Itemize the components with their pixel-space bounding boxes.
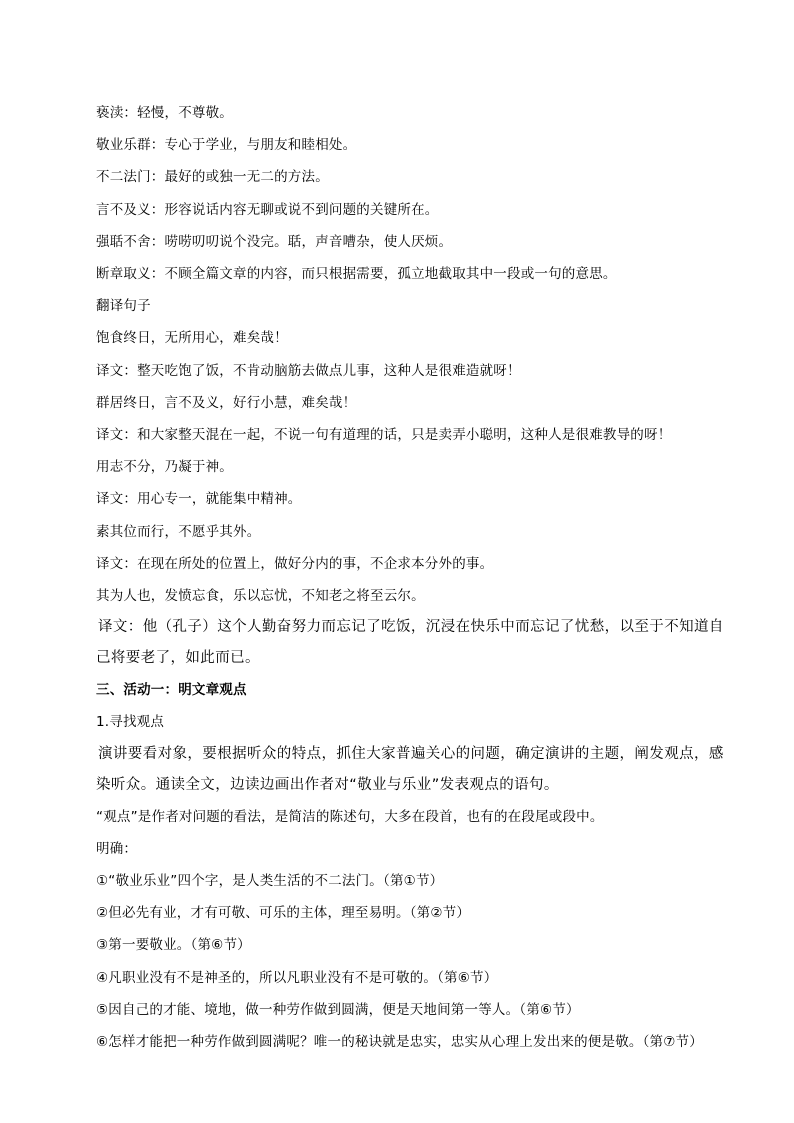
paragraph-speech-instructions: 演讲要看对象，要根据听众的特点，抓住大家普遍关心的问题，确定演讲的主题，阐发观点，感染听众。通读全文，边读边画出作者对“敬业与乐业”发表观点的语句。 — [96, 745, 724, 793]
sentence-4: 素其位而行，不愿乎其外。 — [96, 523, 261, 540]
translation-4: 译文：在现在所处的位置上，做好分内的事，不企求本分外的事。 — [96, 555, 494, 572]
viewpoint-3: ③第一要敬业。（第⑥节） — [96, 937, 251, 954]
label-clarify: 明确： — [96, 840, 138, 857]
sentence-3: 用志不分，乃凝于神。 — [96, 459, 233, 476]
translation-3: 译文：用心专一，就能集中精神。 — [96, 491, 302, 508]
viewpoint-4: ④凡职业没有不是神圣的，所以凡职业没有不是可敬的。（第⑥节） — [96, 969, 498, 986]
sentence-1: 饱食终日，无所用心，难矣哉！ — [96, 330, 288, 347]
document-body — [96, 97, 736, 1058]
vocab-yan-bu-ji-yi: 言不及义：形容说话内容无聊或说不到问题的关键所在。 — [96, 201, 439, 218]
viewpoint-2: ②但必先有业，才有可敬、可乐的主体，理至易明。（第②节） — [96, 905, 471, 922]
viewpoint-6: ⑥怎样才能把一种劳作做到圆满呢？唯一的秘诀就是忠实，忠实从心理上发出来的便是敬。（第⑦节） — [96, 1034, 703, 1051]
subheading-find-viewpoints: 1.寻找观点 — [96, 714, 165, 731]
vocab-xiedu: 亵渎：轻慢，不尊敬。 — [96, 105, 233, 121]
paragraph-viewpoint-definition: “观点”是作者对问题的看法，是简洁的陈述句，大多在段首，也有的在段尾或段中。 — [96, 808, 604, 825]
section-heading-activity-one: 三、活动一：明文章观点 — [96, 682, 247, 699]
vocab-buer-famen: 不二法门：最好的或独一无二的方法。 — [96, 169, 329, 186]
vocab-duan-zhang-qu-yi: 断章取义：不顾全篇文章的内容，而只根据需要，孤立地截取其中一段或一句的意思。 — [96, 266, 617, 283]
translation-2: 译文：和大家整天混在一起，不说一句有道理的话，只是卖弄小聪明，这种人是很难教导的呀！ — [96, 427, 672, 444]
sentence-5: 其为人也，发愤忘食，乐以忘忧，不知老之将至云尔。 — [96, 588, 425, 605]
viewpoint-5: ⑤因自己的才能、境地，做一种劳作做到圆满，便是天地间第一等人。（第⑥节） — [96, 1001, 580, 1018]
viewpoint-1: ①“敬业乐业”四个字，是人类生活的不二法门。（第①节） — [96, 873, 444, 890]
translation-1: 译文：整天吃饱了饭，不肯动脑筋去做点儿事，这种人是很难造就呀！ — [96, 362, 521, 379]
vocab-jingye-lequn: 敬业乐群：专心于学业，与朋友和睦相处。 — [96, 137, 357, 154]
section-translate-sentences: 翻译句子 — [96, 298, 151, 315]
sentence-2: 群居终日，言不及义，好行小慧，难矣哉！ — [96, 394, 357, 411]
vocab-qiang-guo-bu-she: 强聒不舍：唠唠叨叨说个没完。聒，声音嘈杂，使人厌烦。 — [96, 233, 453, 250]
translation-5: 译文：他（孔子）这个人勤奋努力而忘记了吃饭，沉浸在快乐中而忘记了忧愁，以至于不知道自己将要老了，如此而已。 — [96, 619, 724, 667]
